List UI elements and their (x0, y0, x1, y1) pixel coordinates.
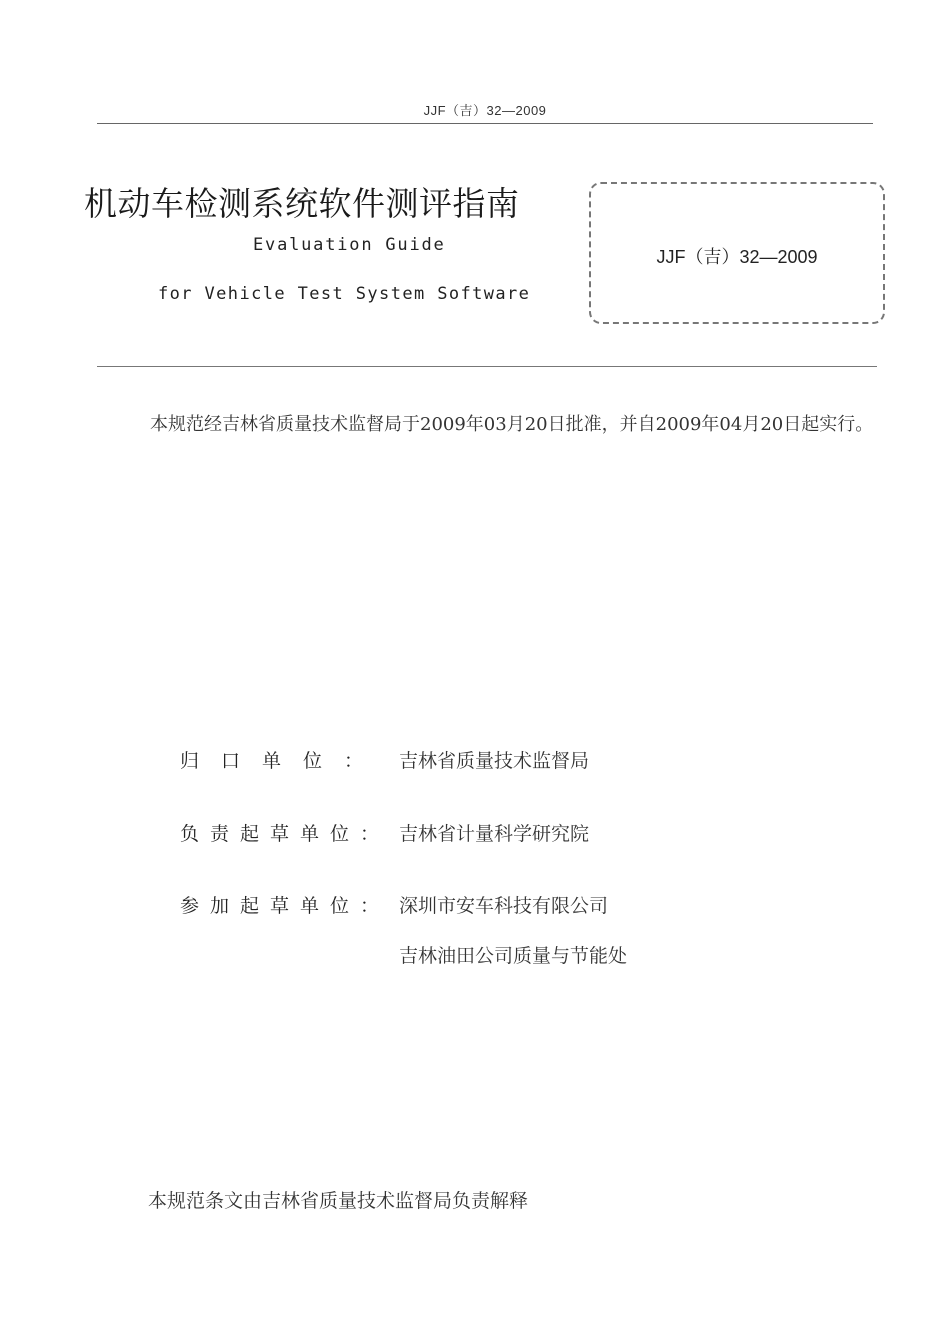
standard-code-box-text: JJF（吉）32—2009 (656, 247, 818, 267)
participating-unit-label: 参加起草单位： (180, 895, 391, 917)
responsible-unit-value: 吉林省质量技术监督局 (399, 750, 590, 772)
responsible-unit-label: 归口单位： (180, 750, 386, 772)
title-divider (97, 366, 877, 367)
participating-unit-value-2: 吉林油田公司质量与节能处 (399, 945, 628, 967)
header-standard-code: JJF（吉）32—2009 (423, 103, 547, 118)
drafting-unit-label: 负责起草单位： (180, 823, 391, 845)
document-title: 机动车检测系统软件测评指南 (84, 184, 520, 223)
interpretation-note: 本规范条文由吉林省质量技术监督局负责解释 (148, 1190, 529, 1212)
english-title-line-2: for Vehicle Test System Software (158, 284, 531, 304)
drafting-unit-value: 吉林省计量科学研究院 (399, 823, 590, 845)
approval-statement: 本规范经吉林省质量技术监督局于2009年03月20日批准，并自2009年04月20日起实行。 (150, 414, 874, 435)
participating-unit-value-1: 深圳市安车科技有限公司 (399, 895, 609, 917)
english-title-line-1: Evaluation Guide (253, 235, 446, 255)
header-divider (97, 123, 873, 124)
